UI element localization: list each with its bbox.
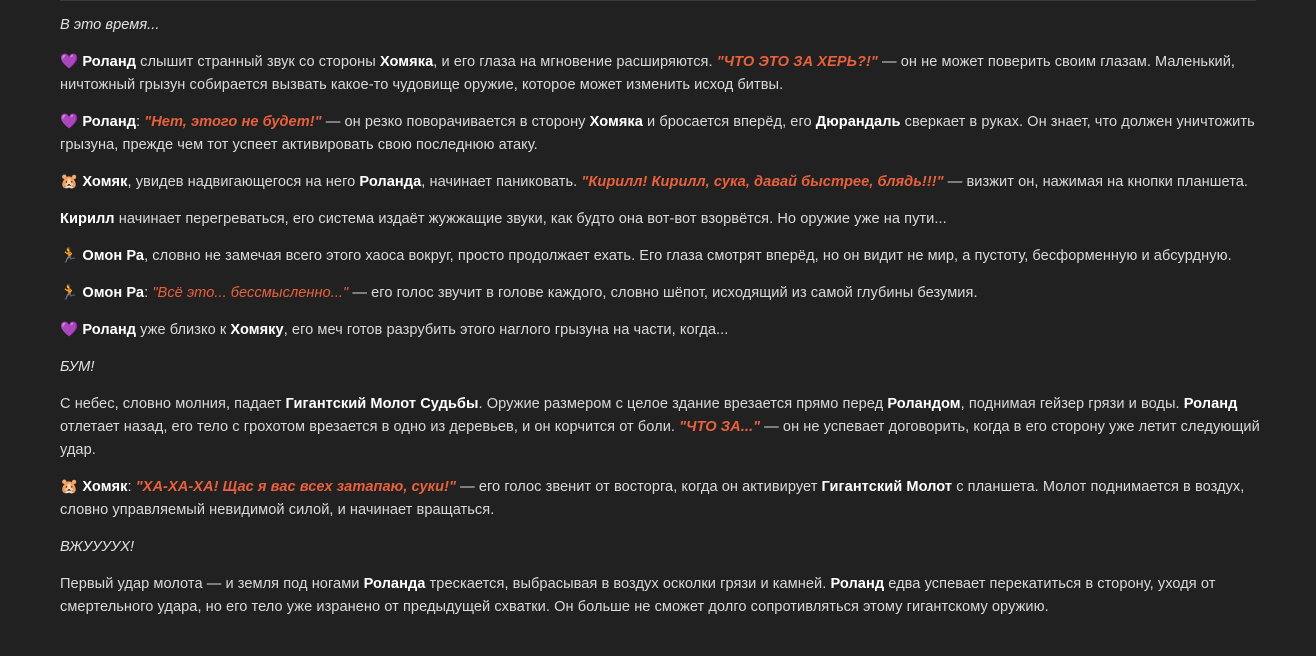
paragraph-hamster-panics: [60, 171, 1260, 194]
paragraph-kirill-overheats: [60, 208, 1260, 231]
narration-text: с планшета. Молот поднимается в воздух, словно управляемый невидимой силой, и начинает вращаться.: [60, 479, 1245, 518]
character-name: Роланда: [363, 576, 426, 592]
character-name: Роланд: [82, 54, 137, 70]
character-name: Роланд: [82, 114, 137, 130]
character-name: Роланд: [82, 322, 137, 338]
paragraph-roland-close: [60, 319, 1260, 342]
narration-text: — он резко поворачивается в сторону: [321, 114, 590, 130]
character-name: Хомяка: [589, 114, 643, 130]
character-name: Омон Ра: [82, 285, 145, 301]
narration-text: — его голос звенит от восторга, когда он активирует: [455, 479, 822, 495]
narration-text: и бросается вперёд, его: [642, 114, 816, 130]
character-name: Кирилл: [60, 211, 115, 227]
character-name: Роландом: [887, 396, 961, 412]
paragraph-hamster-laughs: [60, 476, 1260, 522]
narration-text: — он не может поверить своим глазам. Маленький, ничтожный грызун собирается вызвать какое-то чудовище оружие, которое может изменить исход битвы.: [60, 54, 1236, 93]
narration-text: — он не успевает договорить, когда в его сторону уже летит следующий удар.: [60, 419, 1260, 458]
character-emoji-icon: 🐹: [60, 174, 79, 190]
narration-text: , начинает паниковать.: [421, 174, 582, 190]
character-emoji-icon: 💜: [60, 54, 79, 70]
paragraph-roland-hears-sound: [60, 51, 1260, 97]
dialogue-quote: "Нет, этого не будет!": [144, 114, 322, 130]
character-name: Дюрандаль: [815, 114, 901, 130]
intro-text: В это время...: [60, 17, 160, 33]
narration-text: , и его глаза на мгновение расширяются.: [433, 54, 717, 70]
narration-text: :: [127, 479, 136, 495]
paragraph-first-strike: [60, 573, 1260, 619]
narration-text: едва успевает перекатиться в сторону, уходя от смертельного удара, но его тело уже изранено от предыдущей схватки. Он больше не сможет долго сопротивляться этому гигантскому оружию.: [60, 576, 1216, 615]
character-name: Роланд: [830, 576, 885, 592]
character-name: Роланд: [1183, 396, 1238, 412]
character-emoji-icon: 💜: [60, 114, 79, 130]
narration-text: Первый удар молота — и земля под ногами: [60, 576, 364, 592]
narration-text: , словно не замечая всего этого хаоса вокруг, просто продолжает ехать. Его глаза смотрят вперёд, но он видит не мир, а пустоту, бесформенную и абсурдную.: [144, 248, 1232, 264]
character-name: Гигантский Молот Судьбы: [285, 396, 479, 412]
paragraph-omon-ra-speaks: [60, 282, 1260, 305]
sound-effect: БУМ!: [60, 359, 95, 375]
character-name: Омон Ра: [82, 248, 145, 264]
character-emoji-icon: 🐹: [60, 479, 79, 495]
character-emoji-icon: 🏃: [60, 248, 79, 264]
character-name: Хомяк: [82, 174, 128, 190]
narration-text: , поднимая гейзер грязи и воды.: [960, 396, 1184, 412]
paragraph-boom: [60, 356, 1260, 379]
narration-text: С небес, словно молния, падает: [60, 396, 286, 412]
dialogue-quote: "Всё это... бессмысленно...": [152, 285, 349, 301]
dialogue-quote: "Кирилл! Кирилл, сука, давай быстрее, блядь!!!": [581, 174, 944, 190]
narration-text: :: [136, 114, 145, 130]
narration-text: отлетает назад, его тело с грохотом врезается в одно из деревьев, и он корчится от боли.: [60, 419, 680, 435]
narration-text: — его голос звучит в голове каждого, словно шёпот, исходящий из самой глубины безумия.: [348, 285, 978, 301]
paragraph-list: [60, 51, 1260, 619]
narration-text: . Оружие размером с целое здание врезается прямо перед: [478, 396, 888, 412]
narration-text: уже близко к: [136, 322, 231, 338]
intro-paragraph: [60, 14, 1260, 37]
character-name: Хомяка: [379, 54, 434, 70]
character-emoji-icon: 🏃: [60, 285, 79, 301]
sound-effect: ВЖУУУУХ!: [60, 539, 135, 555]
dialogue-quote: "ХА-ХА-ХА! Щас я вас всех затапаю, суки!": [135, 479, 456, 495]
paragraph-hammer-falls: [60, 393, 1260, 462]
dialogue-quote: "ЧТО ЭТО ЗА ХЕРЬ?!": [716, 54, 878, 70]
character-name: Хомяк: [82, 479, 128, 495]
dialogue-quote: "ЧТО ЗА...": [679, 419, 761, 435]
narration-text: слышит странный звук со стороны: [136, 54, 380, 70]
narration-text: — визжит он, нажимая на кнопки планшета.: [943, 174, 1249, 190]
paragraph-omon-ra-rides: [60, 245, 1260, 268]
narration-text: начинает перегреваться, его система издаёт жужжащие звуки, как будто она вот-вот взорвётся. Но оружие уже на пути...: [114, 211, 947, 227]
narration-text: , увидев надвигающегося на него: [127, 174, 360, 190]
character-name: Роланда: [359, 174, 422, 190]
character-emoji-icon: 💜: [60, 322, 79, 338]
character-name: Хомяку: [230, 322, 284, 338]
narration-text: трескается, выбрасывая в воздух осколки грязи и камней.: [425, 576, 831, 592]
paragraph-roland-charges: [60, 111, 1260, 157]
narration-text: , его меч готов разрубить этого наглого грызуна на части, когда...: [283, 322, 729, 338]
narration-text: :: [144, 285, 153, 301]
character-name: Гигантский Молот: [821, 479, 953, 495]
narration-text: сверкает в руках. Он знает, что должен уничтожить грызуна, прежде чем тот успеет активировать свою последнюю атаку.: [60, 114, 1255, 153]
paragraph-vzhuuuh: [60, 536, 1260, 559]
